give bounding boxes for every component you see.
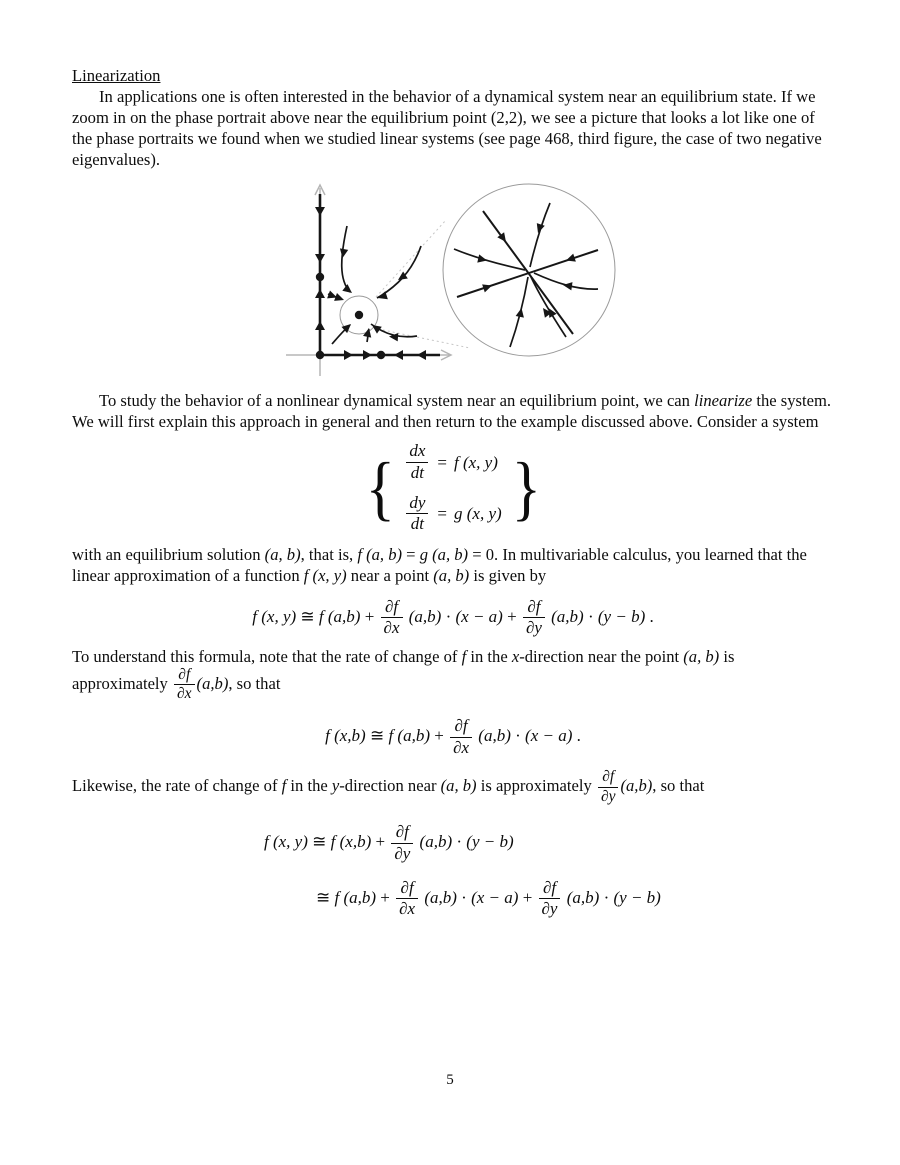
fraction-denominator: ∂x bbox=[383, 618, 400, 638]
math-term: f (a,b) bbox=[334, 887, 377, 907]
left-brace: { bbox=[365, 447, 395, 528]
dot-operator: · bbox=[445, 606, 452, 626]
text-run: is approximately bbox=[476, 775, 596, 795]
text-run: To understand this formula, note that the rate of change of bbox=[72, 646, 462, 666]
fraction-numerator: ∂f bbox=[396, 879, 418, 899]
magnified-node-portrait bbox=[454, 203, 598, 347]
equation-dx-dt bbox=[404, 442, 501, 482]
text-run-italic: g (a, b) bbox=[419, 544, 469, 564]
fraction-denominator: ∂x bbox=[177, 685, 192, 703]
math-term: (a,b) bbox=[419, 832, 453, 852]
equals-sign: = bbox=[437, 452, 447, 472]
fraction-numerator: ∂f bbox=[523, 598, 545, 618]
equation-dy-dt bbox=[404, 494, 501, 534]
plus-sign: + bbox=[364, 606, 375, 626]
math-term: (a,b) bbox=[424, 887, 457, 907]
phase-portrait-figure bbox=[284, 180, 619, 376]
plus-sign: + bbox=[375, 832, 386, 852]
text-run: in the bbox=[286, 775, 332, 795]
math-term: (a,b) bbox=[551, 606, 584, 626]
text-run: in the bbox=[466, 646, 512, 666]
zoom-cone-line-top bbox=[376, 220, 446, 297]
text-run-italic: linearize bbox=[694, 391, 753, 411]
text-run: -direction near the point bbox=[519, 646, 684, 666]
text-run-italic: (a,b) bbox=[620, 775, 653, 795]
fraction-denominator: ∂y bbox=[600, 787, 616, 805]
text-run-italic: f bbox=[461, 646, 467, 666]
text-run: = bbox=[402, 544, 420, 564]
text-run-italic: f (x, y) bbox=[453, 452, 498, 472]
text-run-italic: (a, b) bbox=[433, 565, 470, 585]
text-run: Likewise, the rate of change of bbox=[72, 775, 282, 795]
fraction-denominator: ∂x bbox=[399, 899, 416, 919]
nonlinear-trajectories bbox=[327, 226, 421, 344]
equation-system bbox=[72, 442, 834, 533]
congruent-sign: ≅ bbox=[316, 887, 331, 907]
math-term: f (a,b) bbox=[388, 725, 430, 745]
section-heading: Linearization bbox=[72, 66, 161, 85]
congruent-sign: ≅ bbox=[300, 606, 315, 626]
math-term: (y − b) bbox=[613, 887, 661, 907]
fraction-numerator: ∂f bbox=[381, 598, 403, 618]
congruent-sign: ≅ bbox=[312, 832, 327, 852]
fraction-denominator: ∂y bbox=[525, 618, 542, 638]
text-run: is given by bbox=[469, 565, 547, 585]
zoom-cone-line-bottom bbox=[378, 329, 470, 348]
text-run-italic: (a, b) bbox=[683, 646, 720, 666]
text-run: near a point bbox=[346, 565, 434, 585]
equilibrium-dot-x-axis bbox=[377, 351, 385, 359]
dot-operator: · bbox=[515, 725, 521, 745]
axis-trajectories bbox=[315, 194, 440, 360]
text-run: = 0. In multivariable calculus, you learned that the linear approximation of a function bbox=[72, 544, 807, 585]
fraction-numerator: ∂f bbox=[598, 769, 619, 788]
paragraph-linearize bbox=[72, 390, 834, 432]
fraction-denominator: ∂y bbox=[541, 899, 558, 919]
fraction-denominator: dt bbox=[410, 514, 424, 534]
fraction-denominator: ∂x bbox=[453, 737, 470, 757]
math-term: f (x, y) bbox=[252, 606, 297, 626]
text-run-italic: (a, b) bbox=[264, 544, 301, 564]
fraction-numerator: dy bbox=[406, 494, 428, 514]
math-term: f (a,b) bbox=[318, 606, 361, 626]
dot-operator: · bbox=[603, 887, 610, 907]
equation-x-approximation bbox=[72, 717, 834, 757]
text-run: In applications one is often interested in the behavior of a dynamical system near an equilibrium state. If we zoom in on the phase portrait above near the equilibrium point (2,2), we see a picture that looks a lot like one of the phase portraits we found when we studied linear systems (see page 468, third figure, the case of two negative eigenvalues). bbox=[72, 87, 822, 170]
axes bbox=[286, 185, 451, 376]
equilibrium-dot-y-axis bbox=[316, 273, 324, 281]
math-term: (a,b) bbox=[566, 887, 600, 907]
period: . bbox=[576, 725, 581, 745]
text-run: the system. We will first explain this approach in general and then return to the example discussed above. Consider a system bbox=[72, 391, 832, 432]
fraction-denominator: ∂y bbox=[394, 843, 411, 863]
text-run: , so that bbox=[652, 775, 705, 795]
page-number: 5 bbox=[446, 1072, 454, 1088]
math-term: f (x,b) bbox=[325, 725, 366, 745]
phase-portrait-svg bbox=[284, 180, 619, 376]
magnified-zoom-circle bbox=[443, 184, 615, 356]
text-run: is approximately bbox=[72, 646, 735, 693]
math-term: (x − a) bbox=[471, 887, 519, 907]
text-run: with an equilibrium solution bbox=[72, 544, 265, 564]
equation-xy-approximation bbox=[72, 823, 900, 918]
paragraph-y-direction bbox=[72, 769, 834, 805]
text-run-italic: g (x, y) bbox=[453, 504, 502, 524]
math-term: (x − a) bbox=[455, 606, 503, 626]
text-run-italic: f (x, y) bbox=[303, 565, 347, 585]
text-run: , so that bbox=[228, 673, 281, 693]
equals-sign: = bbox=[437, 504, 447, 524]
math-term: f (x, y) bbox=[264, 832, 308, 852]
equation-line-2 bbox=[316, 879, 900, 919]
math-term: f (x,b) bbox=[330, 832, 372, 852]
fraction-numerator: ∂f bbox=[450, 717, 472, 737]
fraction-numerator: dx bbox=[406, 442, 428, 462]
text-run: , that is, bbox=[300, 544, 358, 564]
text-run: -direction near bbox=[339, 775, 441, 795]
equation-linear-approximation bbox=[72, 598, 834, 638]
text-run-italic: (a,b) bbox=[196, 673, 229, 693]
right-brace: } bbox=[511, 447, 541, 528]
paragraph-equilibrium bbox=[72, 544, 834, 586]
dot-operator: · bbox=[587, 606, 594, 626]
math-term: (y − b) bbox=[466, 832, 514, 852]
plus-sign: + bbox=[522, 887, 533, 907]
equation-line-1 bbox=[264, 823, 900, 863]
math-term: (y − b) bbox=[597, 606, 646, 626]
period: . bbox=[649, 606, 654, 626]
plus-sign: + bbox=[507, 606, 517, 626]
paragraph-x-direction bbox=[72, 646, 834, 704]
text-run: To study the behavior of a nonlinear dynamical system near an equilibrium point, we can bbox=[99, 391, 695, 411]
fraction-denominator: dt bbox=[410, 462, 424, 482]
math-term: (a,b) bbox=[408, 606, 442, 626]
math-term: (x − a) bbox=[525, 725, 573, 745]
fraction-numerator: ∂f bbox=[391, 823, 413, 843]
paragraph-intro bbox=[72, 86, 834, 170]
text-run-italic: y bbox=[331, 775, 340, 795]
equilibrium-dot-center bbox=[355, 311, 363, 319]
dot-operator: · bbox=[456, 832, 463, 852]
plus-sign: + bbox=[380, 887, 390, 907]
fraction-numerator: ∂f bbox=[539, 879, 561, 899]
text-run-italic: f (a, b) bbox=[357, 544, 403, 564]
plus-sign: + bbox=[434, 725, 444, 745]
text-run-italic: (a, b) bbox=[440, 775, 477, 795]
dot-operator: · bbox=[461, 887, 467, 907]
equilibrium-dot-origin bbox=[316, 351, 324, 359]
text-run-italic: x bbox=[511, 646, 520, 666]
congruent-sign: ≅ bbox=[369, 725, 385, 745]
fraction-numerator: ∂f bbox=[174, 667, 195, 686]
math-term: (a,b) bbox=[478, 725, 511, 745]
text-run-italic: f bbox=[281, 775, 287, 795]
